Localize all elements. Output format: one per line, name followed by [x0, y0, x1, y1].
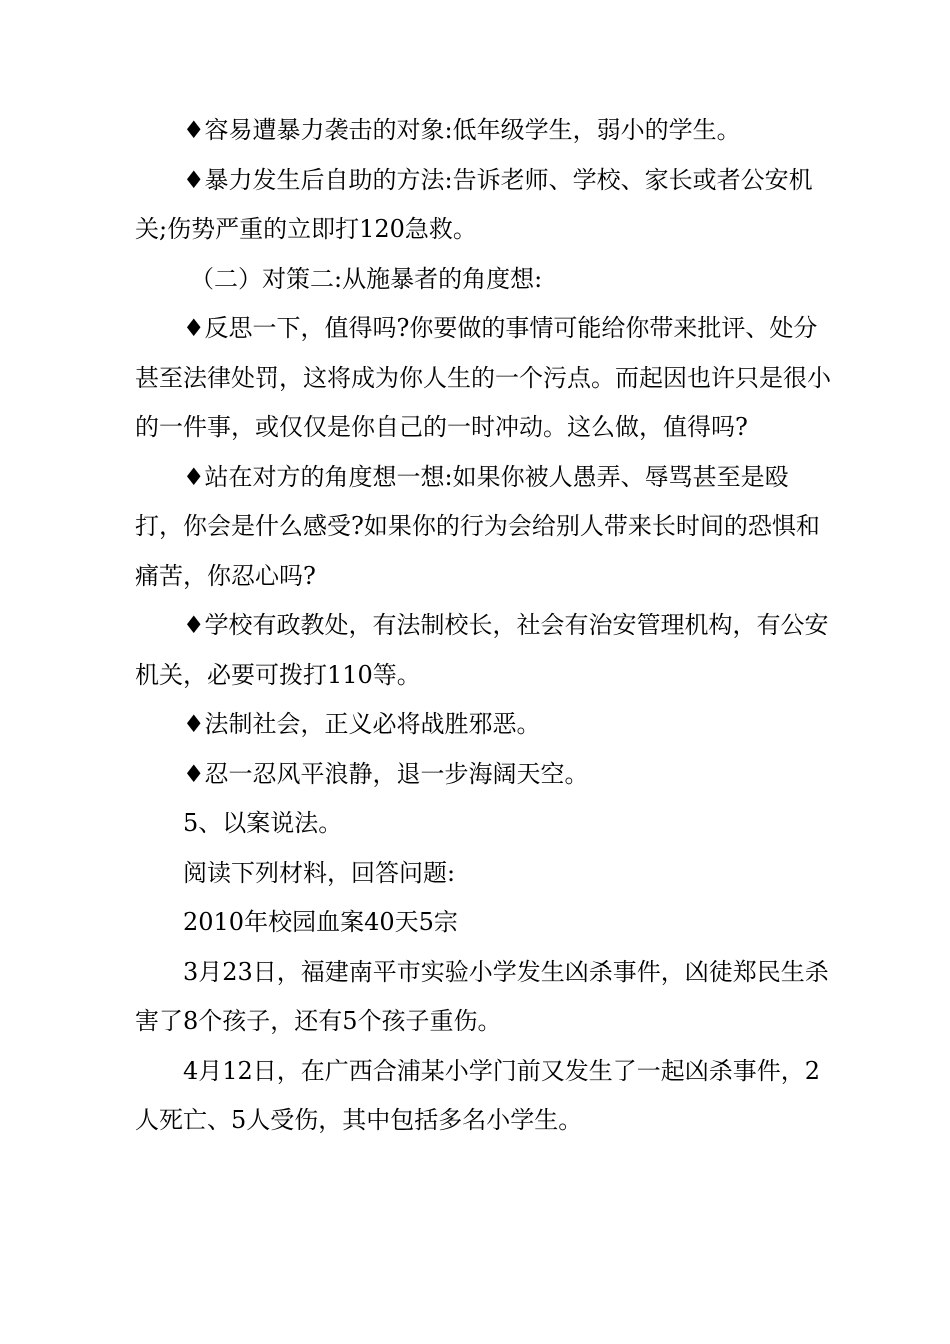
paragraph: ♦暴力发生后自助的方法:告诉老师、学校、家长或者公安机关;伤势严重的立即打120急救。	[135, 165, 813, 243]
document-body	[135, 106, 835, 1146]
section-heading: （二）对策二:从施暴者的角度想:	[190, 264, 543, 293]
paragraph: 4月12日，在广西合浦某小学门前又发生了一起凶杀事件，2人死亡、5人受伤，其中包括多名小学生。	[135, 1056, 821, 1134]
paragraph: ♦反思一下，值得吗?你要做的事情可能给你带来批评、处分甚至法律处罚，这将成为你人生的一个污点。而起因也许只是很小的一件事，或仅仅是你自己的一时冲动。这么做，值得吗?	[135, 314, 831, 441]
paragraph: 阅读下列材料，回答问题:	[183, 858, 456, 887]
paragraph: ♦站在对方的角度想一想:如果你被人愚弄、辱骂甚至是殴打，你会是什么感受?如果你的行为会给别人带来长时间的恐惧和痛苦，你忍心吗?	[135, 462, 820, 590]
section-heading: 5、以案说法。	[183, 809, 343, 837]
paragraph: ♦学校有政教处，有法制校长，社会有治安管理机构，有公安机关，必要可拨打110等。	[135, 611, 829, 689]
paragraph: ♦容易遭暴力袭击的对象:低年级学生，弱小的学生。	[183, 116, 741, 144]
paragraph: 3月23日，福建南平市实验小学发生凶杀事件，凶徒郑民生杀害了8个孩子，还有5个孩子重伤。	[135, 957, 829, 1035]
paragraph: ♦忍一忍风平浪静，退一步海阔天空。	[183, 759, 589, 788]
material-title: 2010年校园血案40天5宗	[183, 908, 458, 936]
paragraph: ♦法制社会，正义必将战胜邪恶。	[183, 710, 541, 738]
